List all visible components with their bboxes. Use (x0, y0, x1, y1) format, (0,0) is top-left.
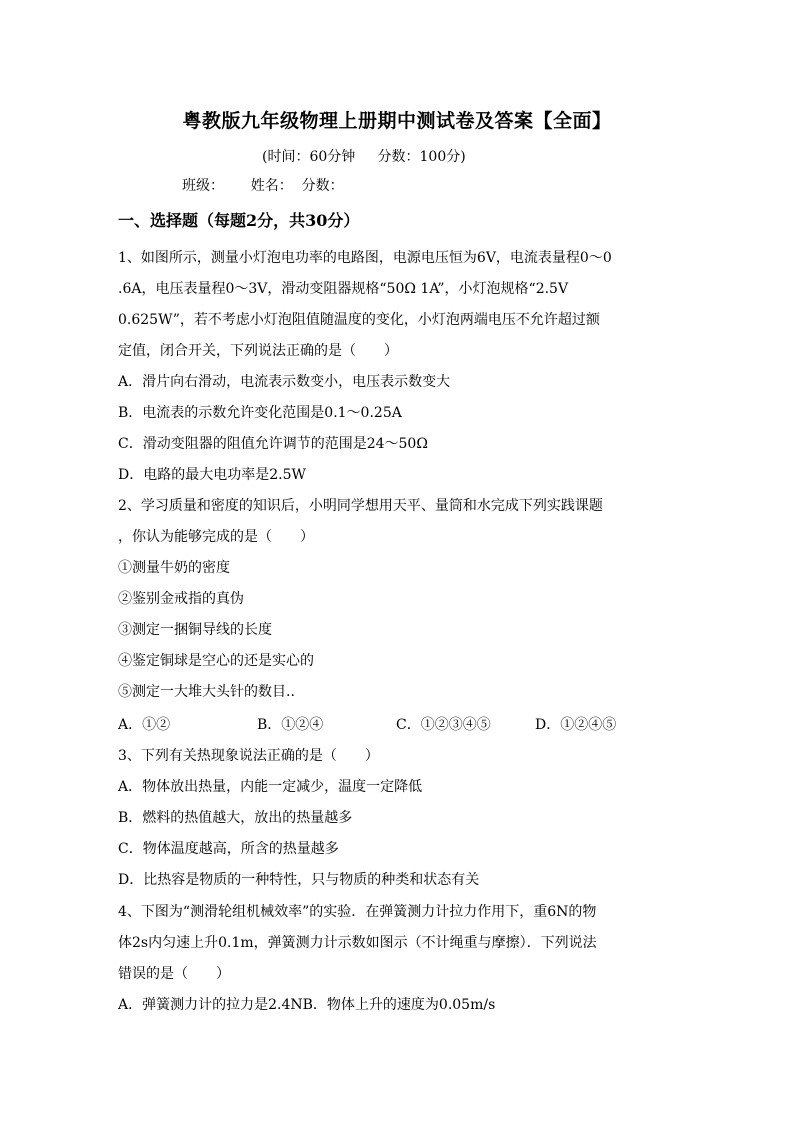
student-info-line: 班级： 姓名： 分数： (182, 178, 344, 194)
question-1-option-a: A．滑片向右滑动，电流表示数变小，电压表示数变大 (118, 374, 451, 390)
question-1-option-b: B．电流表的示数允许变化范围是0.1～0.25A (118, 405, 402, 421)
question-2-option-b: B．①②④ (257, 717, 324, 733)
question-3-option-b: B．燃料的热值越大，放出的热量越多 (118, 810, 353, 826)
exam-time-and-score: (时间：60分钟 分数：100分) (262, 149, 466, 165)
question-1-line-1: 1、如图所示，测量小灯泡电功率的电路图，电源电压恒为6V，电流表量程0～0 (118, 250, 612, 266)
question-1-option-d: D．电路的最大电功率是2.5W (118, 467, 306, 483)
question-2-line-1: 2、学习质量和密度的知识后，小明同学想用天平、量筒和水完成下列实践课题 (118, 498, 603, 514)
question-4-option-a-b: A．弹簧测力计的拉力是2.4NB．物体上升的速度为0.05m/s (118, 997, 496, 1013)
question-2-item-4: ④鉴定铜球是空心的还是实心的 (118, 653, 314, 669)
question-2-item-1: ①测量牛奶的密度 (118, 560, 230, 576)
question-2-option-a: A．①② (118, 717, 171, 733)
question-1-line-3: 0.625W”，若不考虑小灯泡阻值随温度的变化，小灯泡两端电压不允许超过额 (118, 312, 600, 328)
question-4-line-1: 4、下图为“测滑轮组机械效率”的实验．在弹簧测力计拉力作用下，重6N的物 (118, 904, 597, 920)
question-2-item-2: ②鉴别金戒指的真伪 (118, 591, 244, 607)
question-1-option-c: C．滑动变阻器的阻值允许调节的范围是24～50Ω (118, 436, 428, 452)
question-4-line-3: 错误的是（ ） (118, 966, 230, 982)
question-3-option-c: C．物体温度越高，所含的热量越多 (118, 841, 339, 857)
document-title: 粤教版九年级物理上册期中测试卷及答案【全面】 (182, 110, 612, 132)
question-3-option-a: A．物体放出热量，内能一定减少，温度一定降低 (118, 779, 423, 795)
question-2-item-3: ③测定一捆铜导线的长度 (118, 622, 272, 638)
question-1-line-4: 定值，闭合开关，下列说法正确的是（ ） (118, 343, 398, 359)
question-1-line-2: .6A，电压表量程0～3V，滑动变阻器规格“50Ω 1A”，小灯泡规格“2.5V (118, 281, 569, 297)
question-3-option-d: D．比热容是物质的一种特性，只与物质的种类和状态有关 (118, 872, 480, 888)
section-heading-multiple-choice: 一、选择题（每题2分，共30分） (118, 211, 360, 230)
question-4-line-2: 体2s内匀速上升0.1m，弹簧测力计示数如图示（不计绳重与摩擦）．下列说法 (118, 935, 597, 951)
question-3-line-1: 3、下列有关热现象说法正确的是（ ） (118, 748, 379, 764)
question-2-line-2: ，你认为能够完成的是（ ） (118, 529, 314, 545)
question-2-option-d: D．①②④⑤ (535, 717, 617, 733)
question-2-item-5: ⑤测定一大堆大头针的数目.. (118, 684, 295, 700)
question-2-option-c: C．①②③④⑤ (396, 717, 491, 733)
